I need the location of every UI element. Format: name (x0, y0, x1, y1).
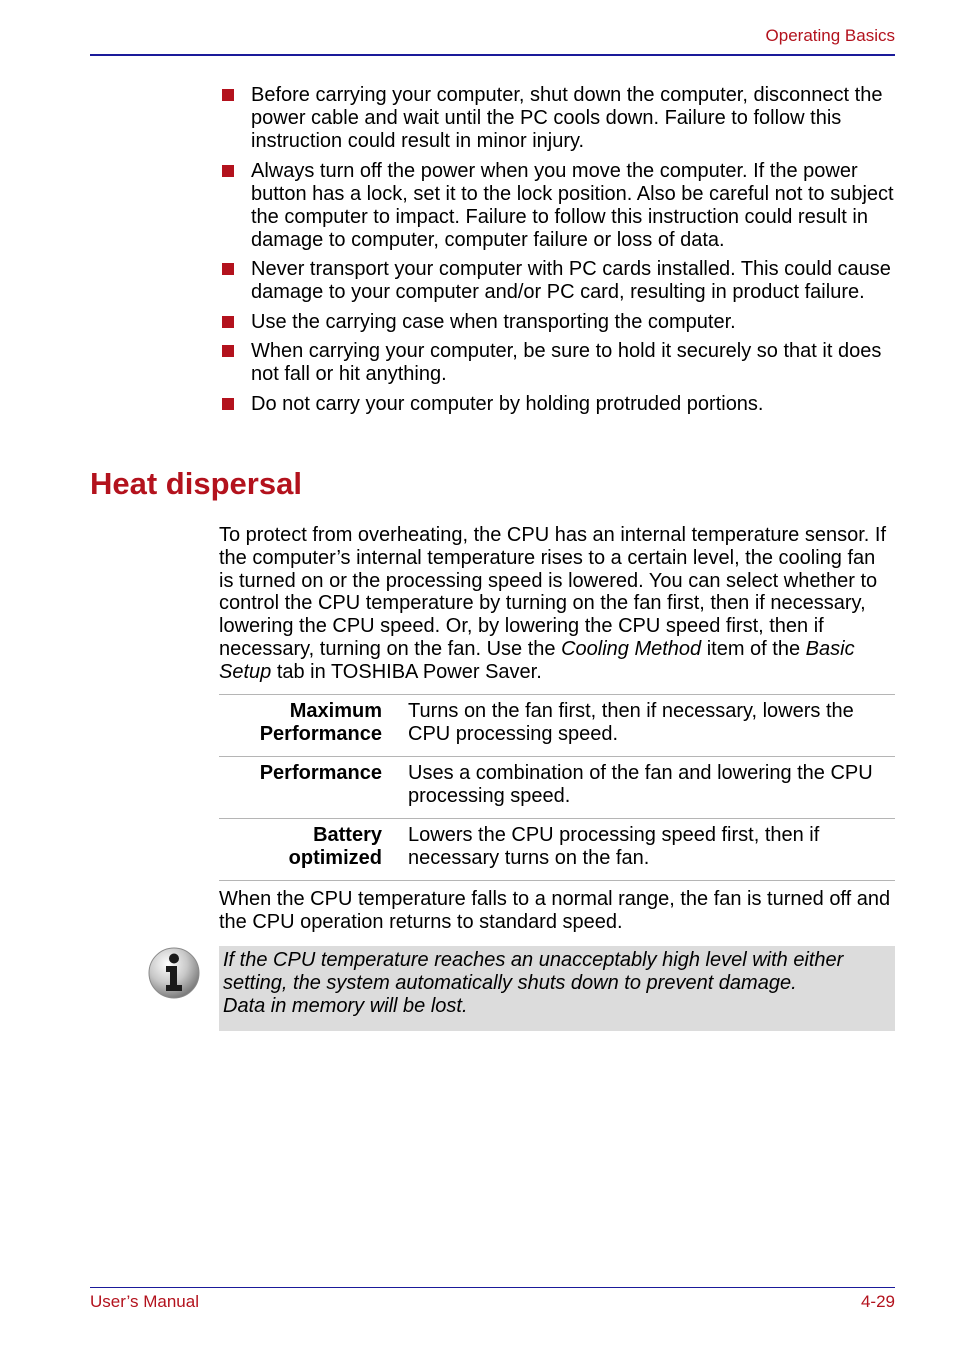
list-item-text: Do not carry your computer by holding protruded portions. (251, 392, 764, 415)
intro-paragraph (219, 524, 895, 684)
manual-title: User’s Manual (90, 1292, 199, 1311)
square-bullet-icon (222, 89, 234, 101)
section-heading: Heat dispersal (90, 466, 302, 501)
list-item-text: When carrying your computer, be sure to hold it securely so that it does not fall or hit anything. (251, 340, 882, 385)
header-section-title: Operating Basics (765, 26, 895, 45)
mode-name-line: optimized (288, 847, 382, 869)
list-item-text: Always turn off the power when you move the computer. If the power button has a lock, set it to the lock position. Also be careful not to subject the computer to impact. Failure to follow this instruction could result in damage to computer, computer failure or loss of data. (251, 159, 894, 251)
intro-text: tab in TOSHIBA Power Saver. (271, 660, 542, 683)
mode-name-cell (219, 819, 408, 881)
header-divider (90, 54, 895, 56)
square-bullet-icon (222, 398, 234, 410)
footer-divider (90, 1287, 895, 1288)
cooling-method-table (219, 694, 895, 881)
page-number: 4-29 (860, 1292, 895, 1311)
note-line: Data in memory will be lost. (223, 995, 468, 1017)
intro-emphasis-basic-setup: Basic Setup (219, 637, 855, 683)
intro-text: item of the (701, 637, 806, 660)
list-item-text: Never transport your computer with PC cards installed. This could cause damage to your computer and/or PC card, resulting in product failure. (251, 258, 891, 303)
table-row (219, 695, 895, 757)
table-row (219, 757, 895, 819)
square-bullet-icon (222, 316, 234, 328)
mode-name-line: Battery (313, 824, 382, 846)
list-item-text: Use the carrying case when transporting the computer. (251, 310, 736, 333)
mode-name-cell (219, 695, 408, 757)
mode-description-cell: Uses a combination of the fan and lowering the CPU processing speed. (408, 757, 895, 819)
table-row (219, 819, 895, 881)
note-line: setting, the system automatically shuts down to prevent damage. (223, 972, 797, 994)
list-item (219, 160, 895, 252)
mode-name-line: Performance (259, 762, 382, 784)
intro-emphasis-cooling-method: Cooling Method (561, 637, 702, 660)
list-item (219, 340, 895, 386)
square-bullet-icon (222, 263, 234, 275)
mode-name-line: Performance (259, 723, 382, 745)
note-callout (219, 946, 895, 1031)
mode-description-cell: Lowers the CPU processing speed first, then if necessary turns on the fan. (408, 819, 895, 881)
list-item (219, 84, 895, 153)
info-icon (147, 946, 201, 1000)
square-bullet-icon (222, 345, 234, 357)
closing-paragraph: When the CPU temperature falls to a normal range, the fan is turned off and the CPU operation returns to standard speed. (219, 888, 891, 933)
list-item (219, 311, 895, 334)
precaution-list (219, 84, 895, 422)
mode-description-cell: Turns on the fan first, then if necessary, lowers the CPU processing speed. (408, 695, 895, 757)
square-bullet-icon (222, 165, 234, 177)
note-line: If the CPU temperature reaches an unacceptably high level with either (223, 949, 844, 971)
mode-name-line: Maximum (289, 700, 382, 722)
intro-text: To protect from overheating, the CPU has an internal temperature sensor. If the computer’s internal temperature rises to a certain level, the cooling fan is turned on or the processing speed is lowered. You can select whether to control the CPU temperature by turning on the fan first, then if necessary, lowering the CPU speed. Or, by lowering the CPU speed first, then if necessary, turning on the fan. Use the (219, 524, 887, 660)
list-item (219, 258, 895, 304)
list-item (219, 393, 895, 416)
list-item-text: Before carrying your computer, shut down the computer, disconnect the power cable and wait until the PC cools down. Failure to follow this instruction could result in minor injury. (251, 84, 883, 152)
mode-name-cell (219, 757, 408, 819)
